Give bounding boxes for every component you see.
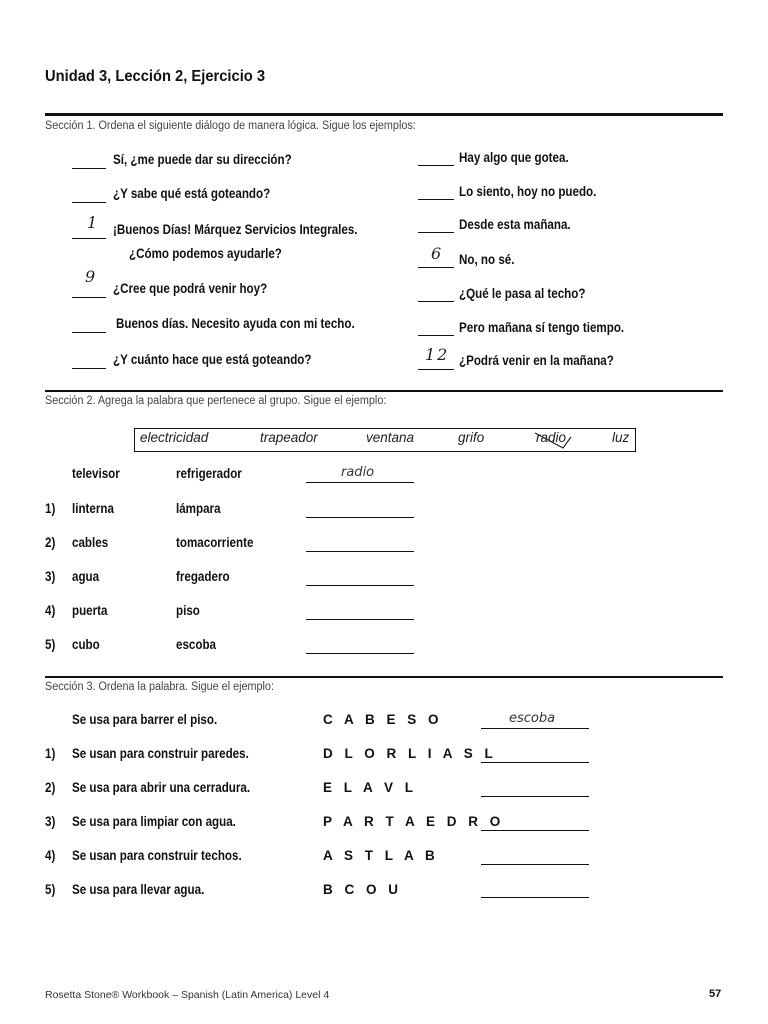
answer-blank[interactable]: [418, 335, 454, 336]
answer-blank[interactable]: [418, 369, 454, 370]
word-bank-item: electricidad: [140, 430, 209, 445]
item-number: 4): [45, 848, 56, 863]
dialog-line: No, no sé.: [459, 252, 515, 267]
answer-blank[interactable]: [72, 297, 106, 298]
answer-blank[interactable]: [481, 728, 589, 729]
section-divider: [45, 390, 723, 392]
answer-blank[interactable]: [306, 482, 414, 483]
word-bank: [134, 428, 636, 452]
item-number: 3): [45, 569, 56, 584]
answer-blank[interactable]: [72, 368, 106, 369]
dialog-line: Buenos días. Necesito ayuda con mi techo.: [116, 316, 355, 331]
clue-text: Se usa para llevar agua.: [72, 882, 205, 897]
group-word-b: refrigerador: [176, 466, 242, 481]
dialog-line: Pero mañana sí tengo tiempo.: [459, 320, 625, 335]
item-number: 1): [45, 501, 56, 516]
dialog-line: ¿Qué le pasa al techo?: [459, 286, 586, 301]
word-bank-item-crossed: radio: [536, 430, 567, 445]
answer-blank[interactable]: [72, 168, 106, 169]
answer-blank[interactable]: [481, 830, 589, 831]
clue-text: Se usan para construir paredes.: [72, 746, 249, 761]
answer-blank[interactable]: [418, 232, 454, 233]
group-word-a: agua: [72, 569, 100, 584]
answer-blank[interactable]: [306, 653, 414, 654]
page-title: Unidad 3, Lección 2, Ejercicio 3: [45, 68, 266, 85]
scrambled-word: E L A V L: [323, 780, 418, 795]
item-number: 5): [45, 882, 56, 897]
answer-blank[interactable]: [306, 619, 414, 620]
group-word-a: cables: [72, 535, 109, 550]
group-word-b: piso: [176, 603, 200, 618]
answer-blank[interactable]: [306, 517, 414, 518]
strike-mark-icon: [533, 429, 573, 451]
answer-blank[interactable]: [481, 897, 589, 898]
group-word-b: escoba: [176, 637, 217, 652]
handwritten-answer: 12: [425, 345, 450, 364]
handwritten-answer: radio: [341, 465, 375, 480]
handwritten-answer: 9: [85, 267, 96, 286]
page-number: 57: [709, 988, 722, 1000]
word-bank-item: grifo: [458, 430, 485, 445]
word-bank-item: luz: [612, 430, 630, 445]
scrambled-word: C A B E S O: [323, 712, 443, 727]
group-word-b: fregadero: [176, 569, 230, 584]
answer-blank[interactable]: [418, 267, 454, 268]
scrambled-word: D L O R L I A S L: [323, 746, 497, 761]
item-number: 4): [45, 603, 56, 618]
clue-text: Se usan para construir techos.: [72, 848, 242, 863]
answer-blank[interactable]: [72, 238, 106, 239]
answer-blank[interactable]: [418, 165, 454, 166]
word-bank-item: ventana: [366, 430, 415, 445]
dialog-line: ¿Podrá venir en la mañana?: [459, 353, 614, 368]
scrambled-word: A S T L A B: [323, 848, 439, 863]
item-number: 1): [45, 746, 56, 761]
dialog-line: Lo siento, hoy no puedo.: [459, 184, 597, 199]
section2-instruction: Sección 2. Agrega la palabra que pertenece al grupo. Sigue el ejemplo:: [45, 395, 387, 407]
section3-instruction: Sección 3. Ordena la palabra. Sigue el ejemplo:: [45, 681, 274, 693]
handwritten-answer: 1: [87, 213, 98, 232]
answer-blank[interactable]: [306, 551, 414, 552]
answer-blank[interactable]: [72, 332, 106, 333]
dialog-line-continued: ¿Cómo podemos ayudarle?: [129, 246, 282, 261]
group-word-a: linterna: [72, 501, 114, 516]
answer-blank[interactable]: [418, 301, 454, 302]
title-divider: [45, 113, 723, 116]
section-divider: [45, 676, 723, 678]
answer-blank[interactable]: [418, 199, 454, 200]
dialog-line: Sí, ¿me puede dar su dirección?: [113, 152, 292, 167]
group-word-a: puerta: [72, 603, 108, 618]
handwritten-answer: escoba: [509, 711, 556, 726]
dialog-line: ¿Cree que podrá venir hoy?: [113, 281, 268, 296]
group-word-a: televisor: [72, 466, 120, 481]
clue-text: Se usa para barrer el piso.: [72, 712, 218, 727]
answer-blank[interactable]: [481, 864, 589, 865]
item-number: 5): [45, 637, 56, 652]
section1-instruction: Sección 1. Ordena el siguiente diálogo de manera lógica. Sigue los ejemplos:: [45, 120, 416, 132]
word-bank-item: trapeador: [260, 430, 318, 445]
item-number: 3): [45, 814, 56, 829]
group-word-b: lámpara: [176, 501, 221, 516]
item-number: 2): [45, 535, 56, 550]
item-number: 2): [45, 780, 56, 795]
clue-text: Se usa para abrir una cerradura.: [72, 780, 251, 795]
dialog-line: ¿Y cuánto hace que está goteando?: [113, 352, 312, 367]
dialog-line: Hay algo que gotea.: [459, 150, 569, 165]
scrambled-word: B C O U: [323, 882, 403, 897]
dialog-line: ¿Y sabe qué está goteando?: [113, 186, 271, 201]
dialog-line: Desde esta mañana.: [459, 217, 571, 232]
answer-blank[interactable]: [481, 796, 589, 797]
handwritten-answer: 6: [431, 244, 442, 263]
answer-blank[interactable]: [72, 202, 106, 203]
dialog-line: ¡Buenos Días! Márquez Servicios Integrales.: [113, 222, 358, 237]
footer-text: Rosetta Stone® Workbook – Spanish (Latin America) Level 4: [45, 989, 330, 1001]
clue-text: Se usa para limpiar con agua.: [72, 814, 236, 829]
answer-blank[interactable]: [306, 585, 414, 586]
answer-blank[interactable]: [481, 762, 589, 763]
group-word-b: tomacorriente: [176, 535, 254, 550]
group-word-a: cubo: [72, 637, 100, 652]
scrambled-word: P A R T A E D R O: [323, 814, 505, 829]
